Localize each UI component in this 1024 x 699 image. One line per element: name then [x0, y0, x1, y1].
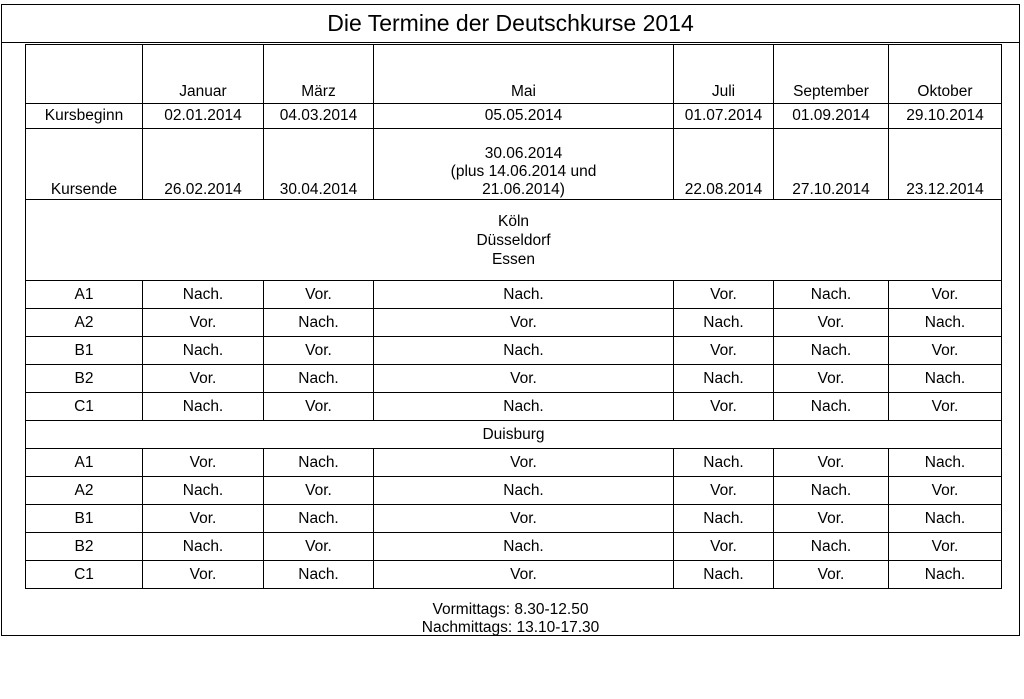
time-slot-cell: Nach.	[264, 505, 374, 533]
time-slot-cell: Vor.	[264, 281, 374, 309]
time-slot-cell: Nach.	[374, 337, 674, 365]
level-label: C1	[26, 393, 143, 421]
section-title: Köln Düsseldorf Essen	[26, 200, 1002, 281]
month-header: März	[264, 45, 374, 104]
time-slot-cell: Vor.	[374, 505, 674, 533]
legend-nachmittags: Nachmittags: 13.10-17.30	[421, 619, 600, 636]
time-slot-cell: Nach.	[143, 477, 264, 505]
time-slot-cell: Vor.	[774, 449, 889, 477]
time-slot-cell: Vor.	[674, 393, 774, 421]
kursbeginn-row	[26, 104, 1002, 129]
time-slot-cell: Vor.	[374, 449, 674, 477]
month-header: Mai	[374, 45, 674, 104]
time-slot-cell: Vor.	[889, 337, 1002, 365]
time-slot-cell: Nach.	[374, 393, 674, 421]
time-slot-cell: Nach.	[264, 449, 374, 477]
time-slot-cell: Vor.	[374, 309, 674, 337]
time-slot-cell: Vor.	[264, 337, 374, 365]
table-row	[26, 477, 1002, 505]
date-cell: 04.03.2014	[264, 104, 374, 129]
time-slot-cell: Nach.	[143, 393, 264, 421]
table-row	[26, 365, 1002, 393]
time-slot-cell: Nach.	[374, 533, 674, 561]
table-row	[26, 393, 1002, 421]
time-slot-cell: Vor.	[774, 365, 889, 393]
time-slot-cell: Vor.	[143, 561, 264, 589]
time-slot-cell: Nach.	[889, 561, 1002, 589]
level-label: C1	[26, 561, 143, 589]
row-label: Kursbeginn	[26, 104, 143, 129]
time-slot-cell: Nach.	[264, 365, 374, 393]
date-cell: 30.04.2014	[264, 129, 374, 200]
month-header: Juli	[674, 45, 774, 104]
time-slot-cell: Vor.	[674, 337, 774, 365]
time-slot-cell: Nach.	[264, 561, 374, 589]
time-slot-cell: Nach.	[374, 477, 674, 505]
row-label: Kursende	[26, 129, 143, 200]
time-slot-cell: Nach.	[889, 449, 1002, 477]
time-slot-cell: Vor.	[143, 365, 264, 393]
time-slot-cell: Vor.	[774, 561, 889, 589]
time-slot-cell: Vor.	[143, 449, 264, 477]
table-row	[26, 533, 1002, 561]
month-header: September	[774, 45, 889, 104]
time-slot-cell: Nach.	[889, 505, 1002, 533]
month-header: Januar	[143, 45, 264, 104]
time-slot-cell: Nach.	[774, 533, 889, 561]
level-label: B1	[26, 505, 143, 533]
date-cell: 30.06.2014 (plus 14.06.2014 und 21.06.2014)	[374, 129, 674, 200]
date-cell: 01.07.2014	[674, 104, 774, 129]
time-slot-cell: Vor.	[143, 505, 264, 533]
time-slot-cell: Vor.	[774, 309, 889, 337]
time-slot-cell: Nach.	[889, 365, 1002, 393]
time-slot-cell: Vor.	[143, 309, 264, 337]
date-cell: 23.12.2014	[889, 129, 1002, 200]
date-cell: 27.10.2014	[774, 129, 889, 200]
level-label: A1	[26, 281, 143, 309]
time-slot-cell: Vor.	[674, 477, 774, 505]
section-2-rows	[26, 449, 1002, 589]
time-slot-cell: Vor.	[889, 393, 1002, 421]
date-cell: 29.10.2014	[889, 104, 1002, 129]
time-slot-cell: Nach.	[264, 309, 374, 337]
date-cell: 02.01.2014	[143, 104, 264, 129]
table-row	[26, 561, 1002, 589]
kursende-row	[26, 129, 1002, 200]
level-label: A1	[26, 449, 143, 477]
time-slot-cell: Nach.	[674, 365, 774, 393]
level-label: B2	[26, 533, 143, 561]
section-header-row	[26, 421, 1002, 449]
time-slot-cell: Nach.	[143, 533, 264, 561]
time-slot-cell: Vor.	[674, 281, 774, 309]
level-label: A2	[26, 309, 143, 337]
date-cell: 26.02.2014	[143, 129, 264, 200]
level-label: B2	[26, 365, 143, 393]
time-slot-cell: Vor.	[889, 477, 1002, 505]
time-slot-cell: Nach.	[674, 449, 774, 477]
date-cell: 05.05.2014	[374, 104, 674, 129]
level-label: B1	[26, 337, 143, 365]
time-slot-cell: Nach.	[674, 561, 774, 589]
date-cell: 01.09.2014	[774, 104, 889, 129]
legend-vormittags: Vormittags: 8.30-12.50	[432, 601, 589, 618]
table-row	[26, 309, 1002, 337]
time-slot-cell: Nach.	[889, 309, 1002, 337]
time-slot-cell: Vor.	[889, 533, 1002, 561]
section-1-rows	[26, 281, 1002, 421]
document-frame	[1, 4, 1020, 636]
time-slot-cell: Vor.	[264, 533, 374, 561]
table-row	[26, 337, 1002, 365]
time-slot-cell: Nach.	[143, 337, 264, 365]
month-header: Oktober	[889, 45, 1002, 104]
empty-corner-cell	[26, 45, 143, 104]
month-header-row	[26, 45, 1002, 104]
time-slot-cell: Nach.	[674, 505, 774, 533]
level-label: A2	[26, 477, 143, 505]
time-slot-cell: Nach.	[774, 393, 889, 421]
table-row	[26, 281, 1002, 309]
time-slot-cell: Vor.	[774, 505, 889, 533]
schedule-table	[25, 44, 1002, 589]
time-slot-cell: Vor.	[374, 365, 674, 393]
page-title: Die Termine der Deutschkurse 2014	[2, 5, 1019, 43]
time-slot-cell: Vor.	[674, 533, 774, 561]
time-slot-cell: Vor.	[889, 281, 1002, 309]
date-cell: 22.08.2014	[674, 129, 774, 200]
table-row	[26, 505, 1002, 533]
section-header-row	[26, 200, 1002, 281]
legend	[2, 601, 1019, 637]
time-slot-cell: Nach.	[674, 309, 774, 337]
time-slot-cell: Nach.	[774, 477, 889, 505]
section-title: Duisburg	[26, 421, 1002, 449]
time-slot-cell: Nach.	[374, 281, 674, 309]
time-slot-cell: Vor.	[264, 477, 374, 505]
table-row	[26, 449, 1002, 477]
time-slot-cell: Vor.	[374, 561, 674, 589]
time-slot-cell: Nach.	[774, 281, 889, 309]
time-slot-cell: Nach.	[774, 337, 889, 365]
time-slot-cell: Nach.	[143, 281, 264, 309]
time-slot-cell: Vor.	[264, 393, 374, 421]
